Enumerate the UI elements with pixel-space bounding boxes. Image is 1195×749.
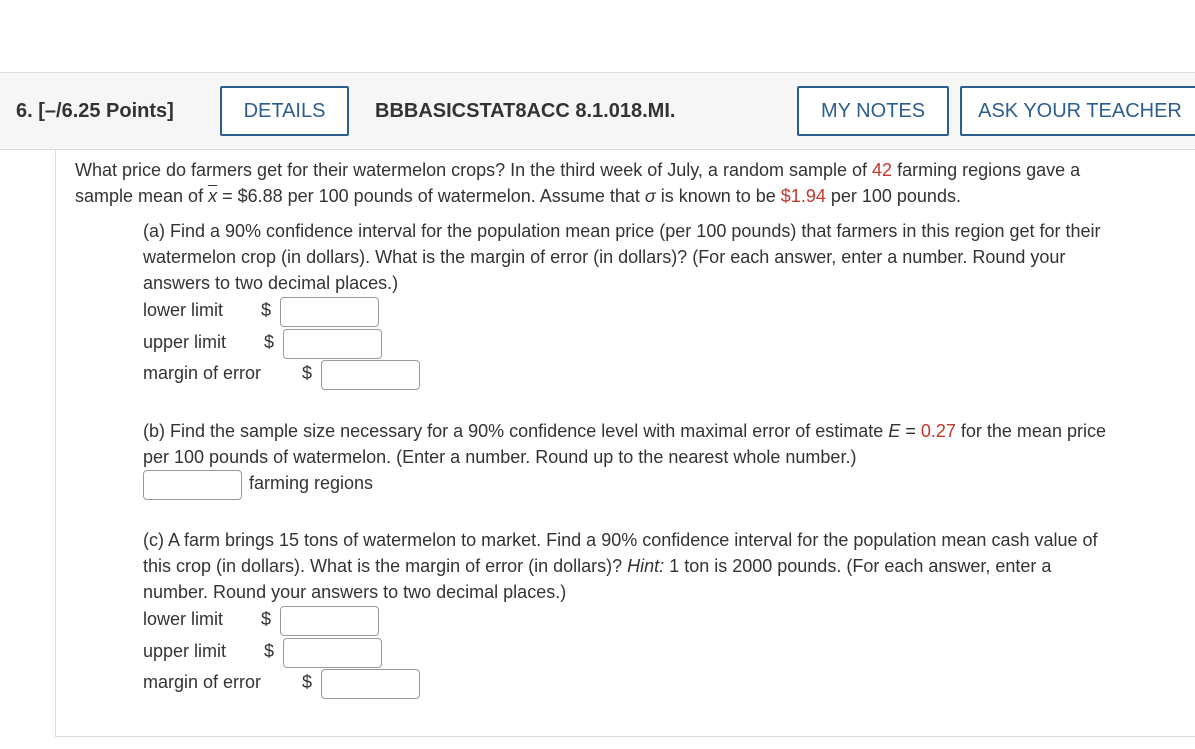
e-value: 0.27 — [920, 421, 956, 441]
sigma-value: $1.94 — [780, 186, 826, 206]
ask-your-teacher-button[interactable]: ASK YOUR TEACHER — [960, 86, 1195, 136]
part-a-upper-limit-input[interactable] — [283, 329, 382, 359]
part-a-lower-limit-input[interactable] — [280, 297, 379, 327]
part-c-text: this crop (in dollars). What is the margin of error (in dollars)? — [143, 556, 628, 576]
intro-text: per 100 pounds. — [825, 186, 961, 206]
question-code: BBBASICSTAT8ACC 8.1.018.MI. — [375, 100, 676, 122]
part-b-line-1 — [143, 418, 1106, 444]
xbar-symbol: $\overline{x}$ — [208, 186, 218, 206]
part-a-line-2: watermelon crop (in dollars). What is the margin of error (in dollars)? (For each answer, enter a number. Round your — [143, 247, 1066, 267]
part-c-text: 1 ton is 2000 pounds. (For each answer, enter a — [664, 556, 1052, 576]
part-b-sample-size-input[interactable] — [143, 470, 242, 500]
intro-text: is known to be — [655, 186, 781, 206]
part-a-lower-limit-label: lower limit — [143, 300, 224, 320]
my-notes-button[interactable]: MY NOTES — [797, 86, 949, 136]
part-c-line-1: (c) A farm brings 15 tons of watermelon to market. Find a 90% confidence interval for the population mean cash value of — [143, 530, 1098, 550]
sigma-symbol: σ — [644, 186, 656, 206]
part-a-margin-label: margin of error — [143, 363, 262, 383]
part-a-upper-currency: $ — [264, 332, 275, 352]
part-a-margin-currency: $ — [302, 363, 313, 383]
part-a-upper-limit-label: upper limit — [143, 332, 227, 352]
intro-text: = $6.88 per 100 pounds of watermelon. Assume that — [217, 186, 645, 206]
part-a-line-3: answers to two decimal places.) — [143, 273, 399, 293]
question-header — [0, 72, 1195, 150]
part-c-lower-currency: $ — [261, 609, 272, 629]
part-a-lower-currency: $ — [261, 300, 272, 320]
part-b-text: = — [900, 421, 921, 441]
e-symbol: E — [888, 421, 901, 441]
hint-label: Hint: — [627, 556, 665, 576]
part-c-margin-of-error-input[interactable] — [321, 669, 420, 699]
part-c-line-2 — [143, 553, 1051, 579]
part-b-text: for the mean price — [955, 421, 1106, 441]
intro-line-2 — [75, 183, 961, 209]
part-b-text: (b) Find the sample size necessary for a 90% confidence level with maximal error of estimate — [143, 421, 889, 441]
part-c-upper-limit-input[interactable] — [283, 638, 382, 668]
part-c-margin-label: margin of error — [143, 672, 262, 692]
part-b-line-2: per 100 pounds of watermelon. (Enter a number. Round up to the nearest whole number.) — [143, 447, 857, 467]
intro-text: farming regions gave a — [892, 160, 1081, 180]
part-c-upper-limit-label: upper limit — [143, 641, 227, 661]
part-a-margin-of-error-input[interactable] — [321, 360, 420, 390]
sample-size-value: 42 — [872, 160, 893, 180]
part-a-line-1: (a) Find a 90% confidence interval for the population mean price (per 100 pounds) that farmers in this region get for their — [143, 221, 1101, 241]
details-button[interactable]: DETAILS — [220, 86, 349, 136]
intro-text: What price do farmers get for their watermelon crops? In the third week of July, a random sample of — [75, 160, 873, 180]
part-c-margin-currency: $ — [302, 672, 313, 692]
part-c-lower-limit-label: lower limit — [143, 609, 224, 629]
part-c-upper-currency: $ — [264, 641, 275, 661]
part-c-line-3: number. Round your answers to two decimal places.) — [143, 582, 567, 602]
question-number: 6. [–/6.25 Points] — [16, 100, 174, 122]
intro-line-1 — [75, 157, 1080, 183]
part-c-lower-limit-input[interactable] — [280, 606, 379, 636]
part-b-unit-label: farming regions — [249, 473, 374, 493]
intro-text: sample mean of — [75, 186, 209, 206]
